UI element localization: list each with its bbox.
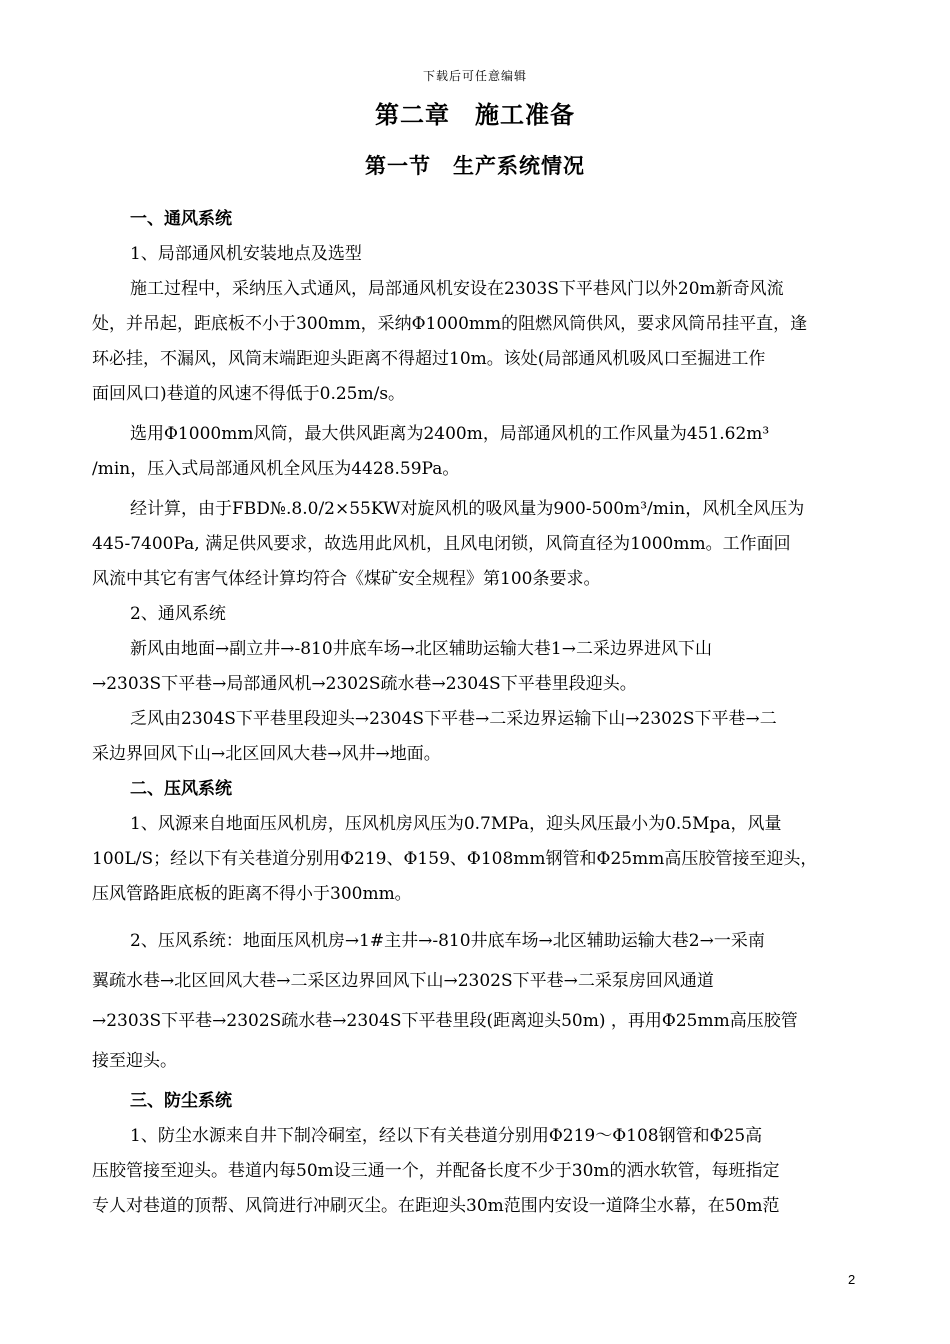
header-note: 下载后可任意编辑: [422, 69, 527, 83]
paragraph-line: 采边界回风下山→北区回风大巷→风井→地面。: [92, 744, 441, 764]
paragraph-line: →2303S下平巷→2302S疏水巷→2304S下平巷里段(距离迎头50m) ，再用Φ25mm高压胶管: [92, 1011, 798, 1031]
paragraph-line: 面回风口)巷道的风速不得低于0.25m/s。: [92, 384, 406, 404]
paragraph-line: 处，并吊起，距底板不小于300mm，采纳Φ1000mm的阻燃风筒供风，要求风筒吊挂平直，逢: [92, 314, 808, 334]
paragraph-line: 风流中其它有害气体经计算均符合《煤矿安全规程》第100条要求。: [92, 569, 601, 589]
paragraph-line: 专人对巷道的顶帮、风筒进行冲刷灭尘。在距迎头30m范围内安设一道降尘水幕，在50m范: [92, 1196, 780, 1216]
paragraph-line: 1、风源来自地面压风机房，压风机房风压为0.7MPa，迎头风压最小为0.5Mpa，风量: [130, 814, 782, 834]
paragraph-line: 环必挂，不漏风，风筒末端距迎头距离不得超过10m。该处(局部通风机吸风口至掘进工作: [92, 349, 766, 369]
paragraph-line: 施工过程中，采纳压入式通风，局部通风机安设在2303S下平巷风门以外20m新奇风流: [130, 279, 784, 299]
paragraph-line: 乏风由2304S下平巷里段迎头→2304S下平巷→二采边界运输下山→2302S下平巷→二: [130, 709, 777, 729]
paragraph-line: 选用Φ1000mm风筒，最大供风距离为2400m，局部通风机的工作风量为451.62m³: [130, 424, 770, 444]
section-title: 第一节 生产系统情况: [365, 153, 585, 178]
paragraph-line: 压胶管接至迎头。巷道内每50m设三通一个，并配备长度不少于30m的洒水软管，每班指定: [92, 1161, 780, 1181]
paragraph-line: 1、防尘水源来自井下制冷硐室，经以下有关巷道分别用Φ219～Φ108钢管和Φ25高: [130, 1126, 763, 1146]
body-text: [92, 202, 862, 1224]
paragraph-line: 接至迎头。: [92, 1051, 177, 1071]
paragraph-line: 压风管路距底板的距离不得小于300mm。: [92, 884, 412, 904]
chapter-title: 第二章 施工准备: [375, 100, 575, 129]
paragraph-line: 1、局部通风机安装地点及选型: [130, 244, 362, 264]
heading-line: 一、通风系统: [130, 209, 232, 229]
paragraph-line: →2303S下平巷→局部通风机→2302S疏水巷→2304S下平巷里段迎头。: [92, 674, 637, 694]
paragraph-line: 新风由地面→副立井→-810井底车场→北区辅助运输大巷1→二采边界进风下山: [130, 639, 712, 659]
heading-line: 三、防尘系统: [130, 1091, 232, 1111]
paragraph-line: 100L/S；经以下有关巷道分别用Φ219、Φ159、Φ108mm钢管和Φ25mm高压胶管接至迎头，: [92, 849, 818, 869]
paragraph-line: 2、通风系统: [130, 604, 226, 624]
paragraph-line: /min，压入式局部通风机全风压为4428.59Pa。: [92, 459, 460, 479]
paragraph-line: 2、压风系统：地面压风机房→1#主井→-810井底车场→北区辅助运输大巷2→一采南: [130, 931, 765, 951]
heading-line: 二、压风系统: [130, 779, 232, 799]
paragraph-line: 445-7400Pa, 满足供风要求，故选用此风机，且风电闭锁，风筒直径为1000mm。工作面回: [92, 534, 791, 554]
paragraph-line: 翼疏水巷→北区回风大巷→二采区边界回风下山→2302S下平巷→二采泵房回风通道: [92, 971, 714, 991]
paragraph-line: 经计算，由于FBD№.8.0/2×55KW对旋风机的吸风量为900-500m³/min，风机全风压为: [130, 499, 805, 519]
page-number: 2: [848, 1272, 856, 1287]
